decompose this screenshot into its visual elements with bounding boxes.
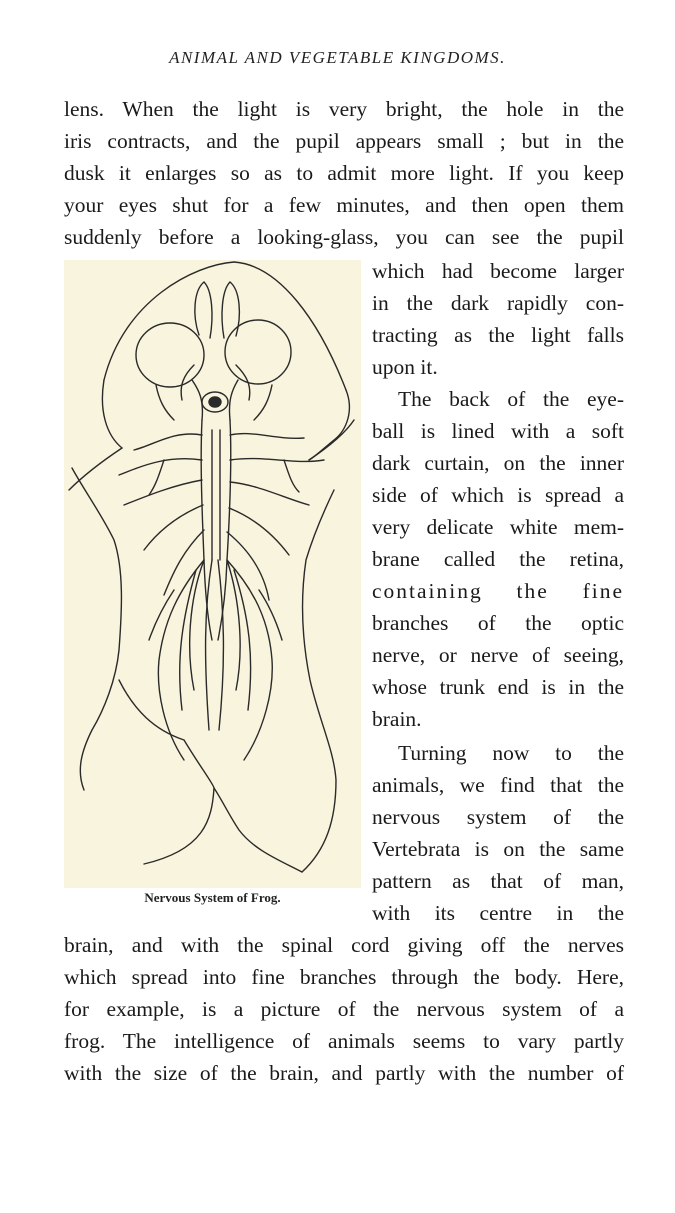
text-line: brain, and with the spinal cord giving off the nerves — [64, 933, 624, 957]
running-head: ANIMAL AND VEGETABLE KINGDOMS. — [169, 48, 506, 67]
text-line: with the size of the brain, and partly with the number of — [64, 1061, 624, 1085]
text-line: dark curtain, on the inner — [372, 451, 624, 475]
text-line: iris contracts, and the pupil appears small ; but in the — [64, 129, 624, 153]
text-line: nervous system of the — [372, 805, 624, 829]
text-line: The back of the eye- — [398, 387, 624, 411]
text-line: very delicate white mem- — [372, 515, 624, 539]
text-line: pattern as that of man, — [372, 869, 624, 893]
frog-illustration — [64, 260, 361, 888]
text-line: tracting as the light falls — [372, 323, 624, 347]
text-line: side of which is spread a — [372, 483, 624, 507]
text-line: brain. — [372, 707, 422, 731]
text-line: lens. When the light is very bright, the hole in the — [64, 97, 624, 121]
text-line: in the dark rapidly con- — [372, 291, 624, 315]
text-line: Vertebrata is on the same — [372, 837, 624, 861]
text-line: dusk it enlarges so as to admit more light. If you keep — [64, 161, 624, 185]
text-line: brane called the retina, — [372, 547, 624, 571]
text-line: frog. The intelligence of animals seems to vary partly — [64, 1029, 624, 1053]
text-line: with its centre in the — [372, 901, 624, 925]
frog-nervous-system-figure — [64, 260, 361, 888]
text-line: which spread into fine branches through the body. Here, — [64, 965, 624, 989]
text-line: containing the fine — [372, 579, 624, 603]
text-line: Turning now to the — [398, 741, 624, 765]
text-line: for example, is a picture of the nervous system of a — [64, 997, 624, 1021]
text-line: upon it. — [372, 355, 438, 379]
text-line: ball is lined with a soft — [372, 419, 624, 443]
text-line: which had become larger — [372, 259, 624, 283]
text-line: branches of the optic — [372, 611, 624, 635]
text-line: animals, we find that the — [372, 773, 624, 797]
text-line: your eyes shut for a few minutes, and then open them — [64, 193, 624, 217]
text-line: suddenly before a looking-glass, you can see the pupil — [64, 225, 624, 249]
text-line: nerve, or nerve of seeing, — [372, 643, 624, 667]
text-line: whose trunk end is in the — [372, 675, 624, 699]
figure-caption: Nervous System of Frog. — [144, 890, 281, 905]
